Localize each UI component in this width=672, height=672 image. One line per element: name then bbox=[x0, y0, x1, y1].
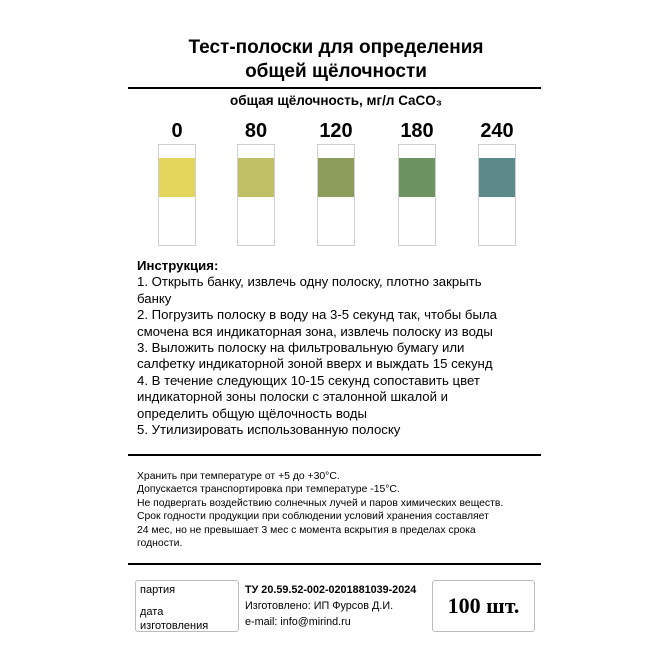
manufacturer: Изготовлено: ИП Фурсов Д.И. bbox=[245, 600, 394, 612]
color-pad bbox=[318, 158, 354, 197]
quantity: 100 шт. bbox=[447, 593, 520, 618]
storage-line: Срок годности продукции при соблюдении условий хранения составляет bbox=[137, 511, 489, 523]
storage-line: Хранить при температуре от +5 до +30°С. bbox=[137, 471, 340, 482]
instruction-line: определить общую щёлочность воды bbox=[137, 405, 367, 421]
title-line-2: общей щёлочности bbox=[245, 61, 427, 82]
scale-label-80: 80 bbox=[244, 120, 268, 142]
quantity-box bbox=[432, 580, 535, 632]
color-pad bbox=[159, 158, 195, 197]
storage-conditions bbox=[137, 470, 547, 550]
page-title bbox=[0, 36, 672, 84]
instruction-line: банку bbox=[137, 290, 172, 306]
batch-label: партия bbox=[140, 584, 176, 596]
color-pad bbox=[479, 158, 515, 197]
instructions bbox=[137, 258, 547, 438]
divider-top bbox=[128, 87, 541, 89]
divider-bottom bbox=[128, 563, 541, 565]
color-strip-0 bbox=[158, 144, 196, 246]
color-strip-80 bbox=[237, 144, 275, 246]
color-strip-240 bbox=[478, 144, 516, 246]
tu-code: ТУ 20.59.52-002-0201881039-2024 bbox=[245, 584, 417, 596]
storage-line: 24 мес, но не превышает 3 мес с момента вскрытия в пределах срока bbox=[137, 524, 476, 536]
title-line-1: Тест-полоски для определения bbox=[188, 37, 484, 58]
scale-subtitle: общая щёлочность, мг/л CaCO₃ bbox=[230, 93, 442, 108]
color-pad bbox=[238, 158, 274, 197]
manufacture-date-label: дата изготовления bbox=[140, 606, 209, 632]
instruction-line: 5. Утилизировать использованную полоску bbox=[137, 422, 401, 438]
instruction-line: 4. В течение следующих 10-15 секунд сопоставить цвет bbox=[137, 372, 480, 388]
instruction-line: смочена вся индикаторная зона, извлечь полоску из воды bbox=[137, 323, 493, 339]
batch-box bbox=[135, 580, 239, 632]
instructions-heading: Инструкция: bbox=[137, 258, 219, 273]
color-strip-120 bbox=[317, 144, 355, 246]
email: e-mail: info@mirind.ru bbox=[245, 616, 351, 628]
instruction-line: салфетку индикаторной зоной вверх и выждать 15 секунд bbox=[137, 356, 493, 372]
manufacturer-info bbox=[245, 582, 435, 630]
scale-label-120: 120 bbox=[319, 120, 353, 142]
instruction-line: 2. Погрузить полоску в воду на 3-5 секунд так, чтобы была bbox=[137, 307, 497, 323]
scale-label-180: 180 bbox=[400, 120, 434, 142]
scale-label-0: 0 bbox=[171, 120, 183, 142]
storage-line: Допускается транспортировка при температуре -15°С. bbox=[137, 484, 400, 496]
scale-label-240: 240 bbox=[480, 120, 514, 142]
color-strip-180 bbox=[398, 144, 436, 246]
storage-line: Не подвергать воздействию солнечных лучей и паров химических веществ. bbox=[137, 497, 504, 509]
instruction-line: 3. Выложить полоску на фильтровальную бумагу или bbox=[137, 340, 465, 356]
color-pad bbox=[399, 158, 435, 197]
divider-middle bbox=[128, 454, 541, 456]
instruction-line: 1. Открыть банку, извлечь одну полоску, плотно закрыть bbox=[137, 274, 482, 290]
instruction-line: индикаторной зоны полоски с эталонной шкалой и bbox=[137, 389, 449, 405]
storage-line: годности. bbox=[137, 538, 183, 550]
